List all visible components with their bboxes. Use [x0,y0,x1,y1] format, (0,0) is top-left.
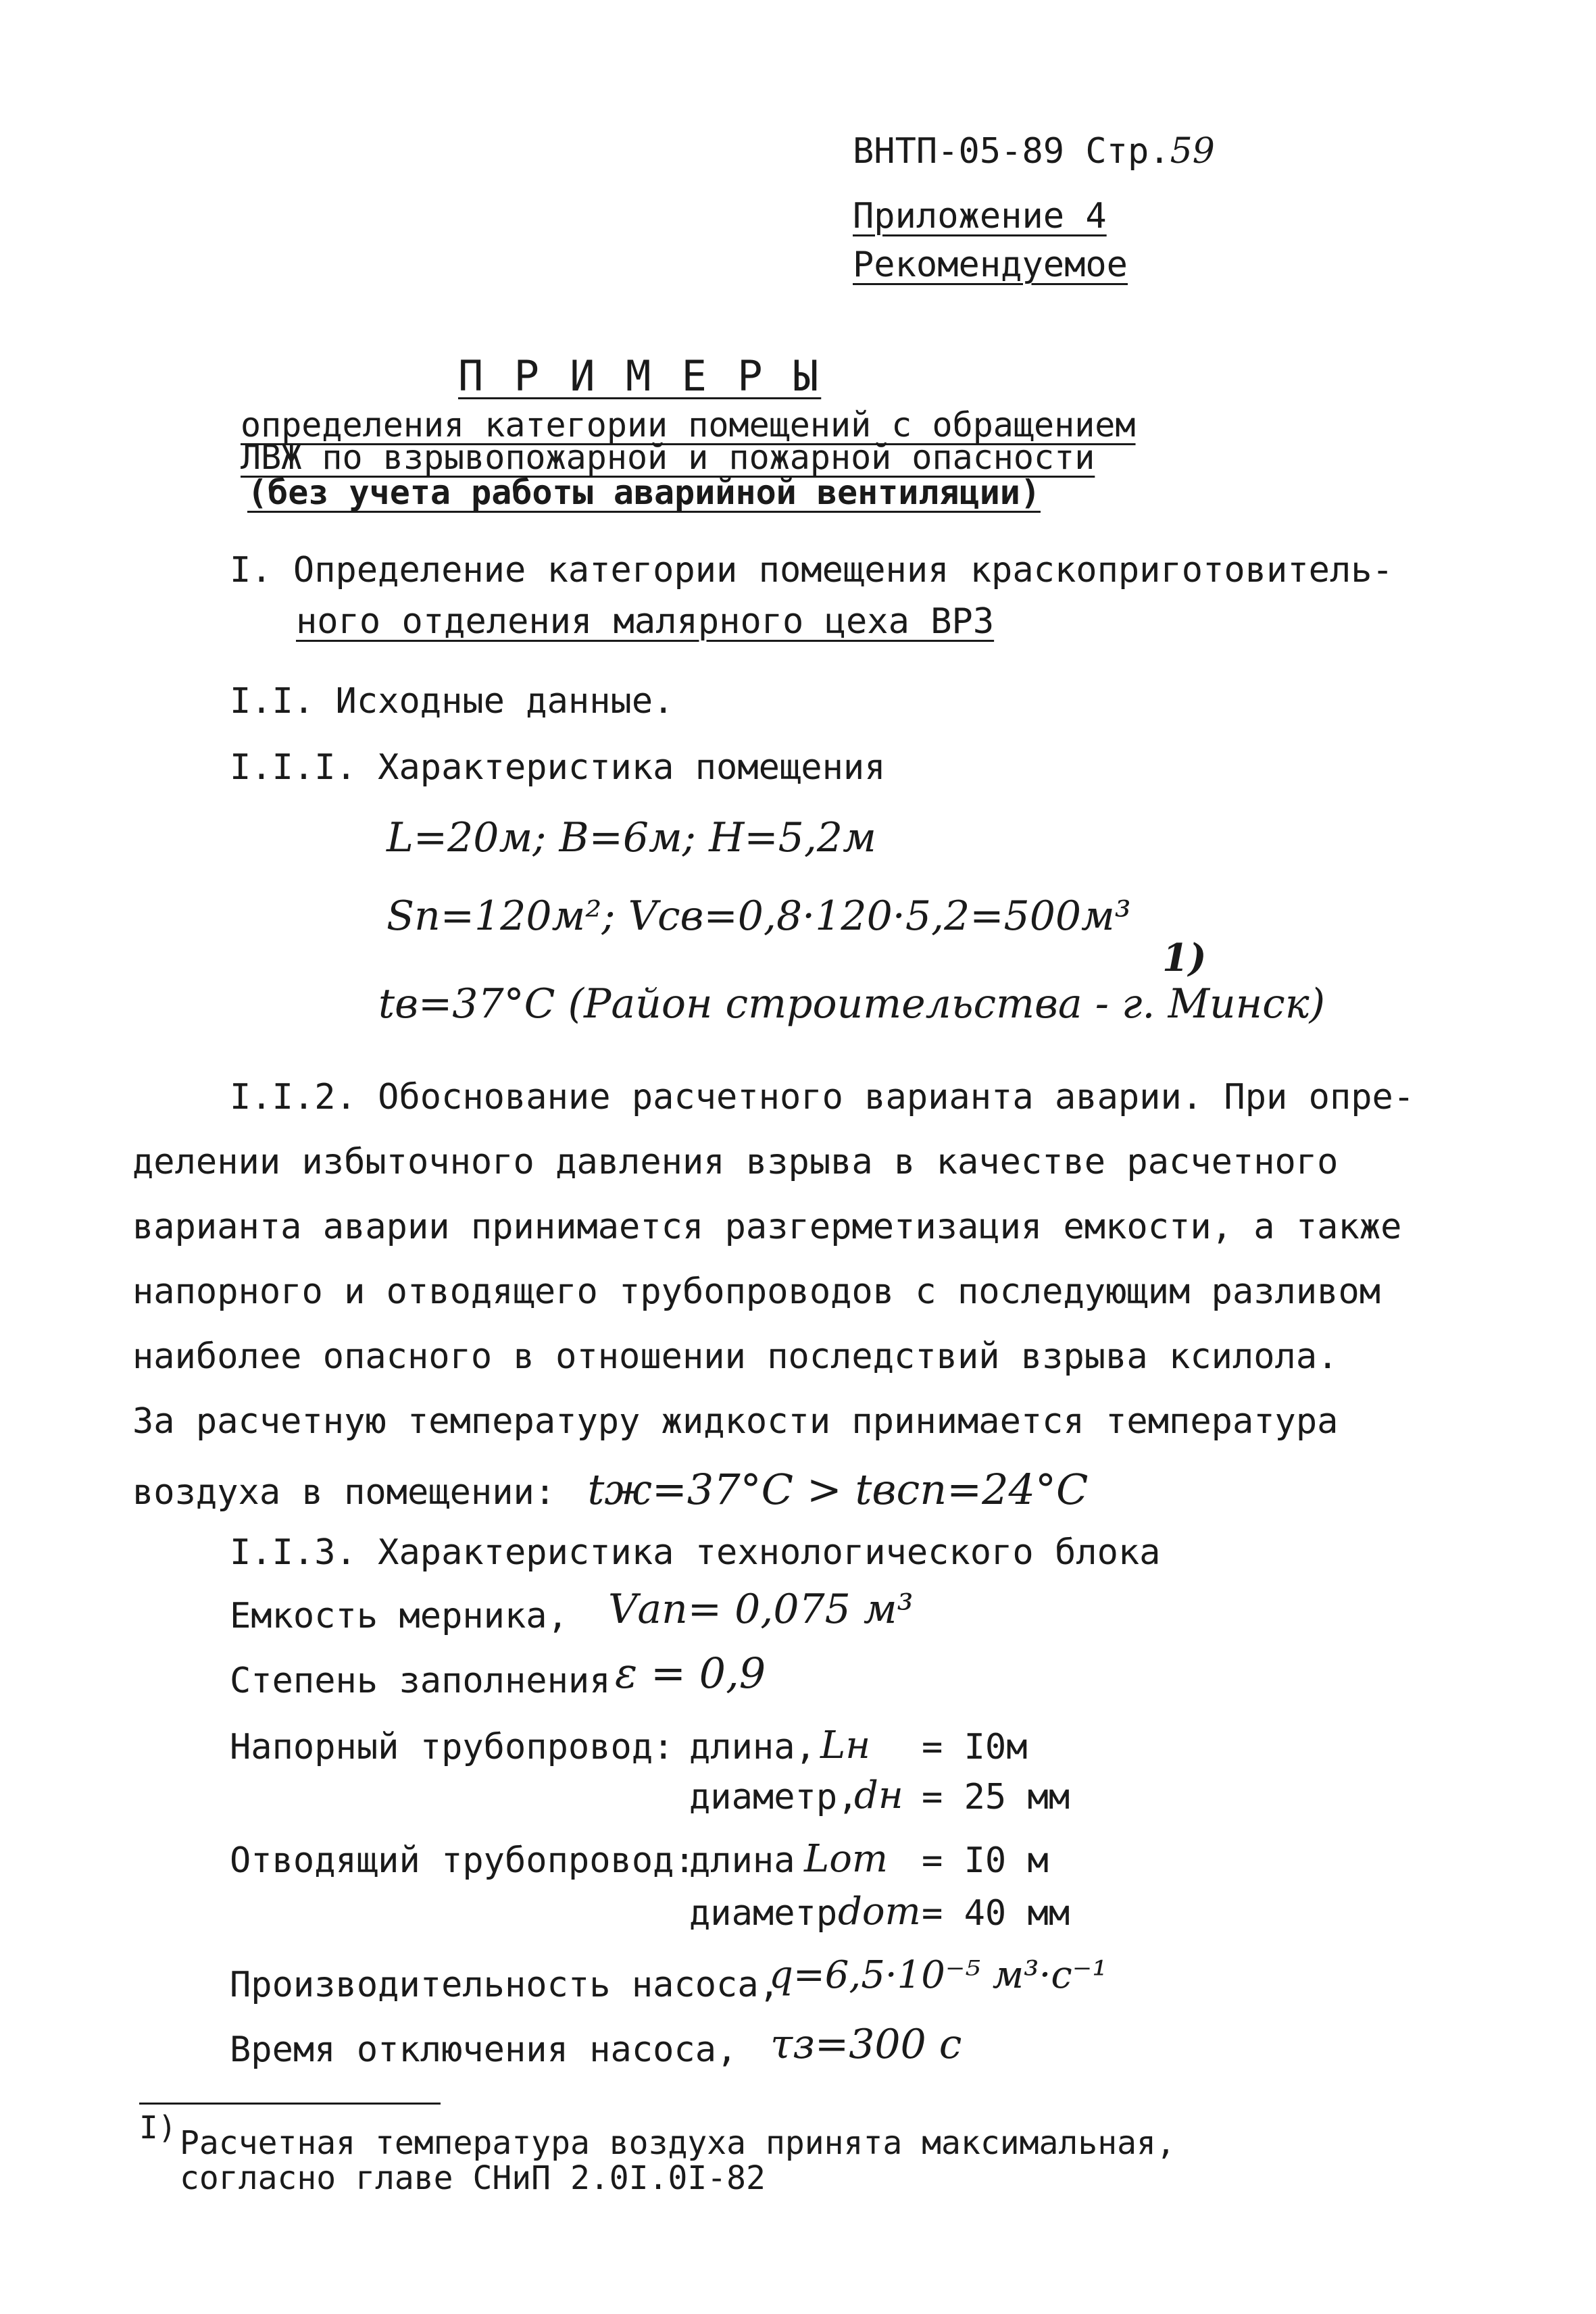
technological-block-heading: I.I.3. Характеристика технологического блока [230,1532,1161,1573]
footnote-line-1: Расчетная температура воздуха принята максимальная, [180,2124,1176,2162]
pump-shutdown-value: τз=300 с [770,2021,962,2068]
appendix-label: Приложение 4 [853,196,1107,236]
footnote-divider [139,2103,441,2105]
title-line-1: определения категории помещений с обращением [241,405,1136,445]
pressure-diameter-value: = 25 мм [922,1777,1070,1817]
pressure-length-label: длина, [689,1727,816,1767]
fill-degree-label: Степень заполнения [230,1661,611,1701]
paragraph-line-5: наиболее опасного в отношении последствий взрыва ксилола. [132,1336,1339,1377]
capacity-label: Емкость мерника, [230,1596,568,1636]
document-code [853,131,1215,172]
outlet-length-label: длина [689,1840,795,1881]
page-title: П Р И М Е Р Ы [458,351,822,401]
page-number: 59 [1170,131,1215,172]
paragraph-line-7 [132,1465,1089,1514]
room-area-volume-formula: Sп=120м²; Vсв=0,8·120·5,2=500м³ [386,892,1131,940]
room-dimensions-formula: L=20м; B=6м; H=5,2м [386,814,876,861]
paragraph-line-6: За расчетную температуру жидкости принимается температура [132,1401,1339,1442]
title-line-2: ЛВЖ по взрывопожарной и пожарной опасности [241,438,1095,477]
paragraph-line-1: I.I.2. Обоснование расчетного варианта аварии. При опре- [230,1077,1415,1117]
section-heading-line-1: I. Определение категории помещения краскоприготовитель- [230,550,1393,590]
outlet-diameter-label: диаметр [689,1893,838,1934]
outlet-length-value: = I0 м [922,1840,1049,1881]
outlet-diameter-value: = 40 мм [922,1893,1070,1934]
capacity-value: Vап= 0,075 м³ [608,1586,914,1633]
section-heading-line-2: ного отделения малярного цеха ВРЗ [296,601,995,642]
paragraph-line-3: варианта аварии принимается разгерметизация емкости, а также [132,1207,1402,1247]
pump-capacity-label: Производительность насоса, [230,1965,780,2005]
paragraph-line-4: напорного и отводящего трубопроводов с последующим разливом [132,1272,1381,1312]
pump-capacity-value: q=6,5·10⁻⁵ м³·с⁻¹ [769,1953,1107,1997]
outlet-length-symbol: Lот [804,1837,889,1881]
outlet-pipe-label: Отводящий трубопровод: [230,1840,695,1881]
pressure-pipe-label: Напорный трубопровод: [230,1727,674,1767]
air-temperature-formula: tв=37°С (Район строительства - г. Минск) [378,980,1326,1028]
footnote-mark: I) [139,2109,177,2146]
paragraph-line-2: делении избыточного давления взрыва в качестве расчетного [132,1142,1339,1182]
pressure-length-symbol: Lн [820,1724,871,1767]
room-characteristics-heading: I.I.I. Характеристика помещения [230,747,886,788]
doc-code-label: ВНТП-05-89 Стр. [853,131,1170,172]
title-line-3: (без учета работы аварийной вентиляции) [247,473,1041,512]
liquid-temperature-formula: tж=37°С > tвсп=24°С [587,1465,1089,1514]
pressure-diameter-symbol: dн [854,1774,903,1817]
pump-shutdown-label: Время отключения насоса, [230,2030,738,2070]
paragraph-line-7-text: воздуха в помещении: [132,1472,556,1513]
footnote-reference: 1) [1162,936,1207,980]
fill-degree-value: ε = 0,9 [615,1649,766,1698]
outlet-diameter-symbol: dот [838,1890,921,1934]
pressure-length-value: = I0м [922,1727,1028,1767]
footnote-line-2: согласно главе СНиП 2.0I.0I-82 [180,2159,766,2197]
recommended-label: Рекомендуемое [853,245,1128,285]
pressure-diameter-label: диаметр, [689,1777,859,1817]
subsection-heading: I.I. Исходные данные. [230,681,674,722]
